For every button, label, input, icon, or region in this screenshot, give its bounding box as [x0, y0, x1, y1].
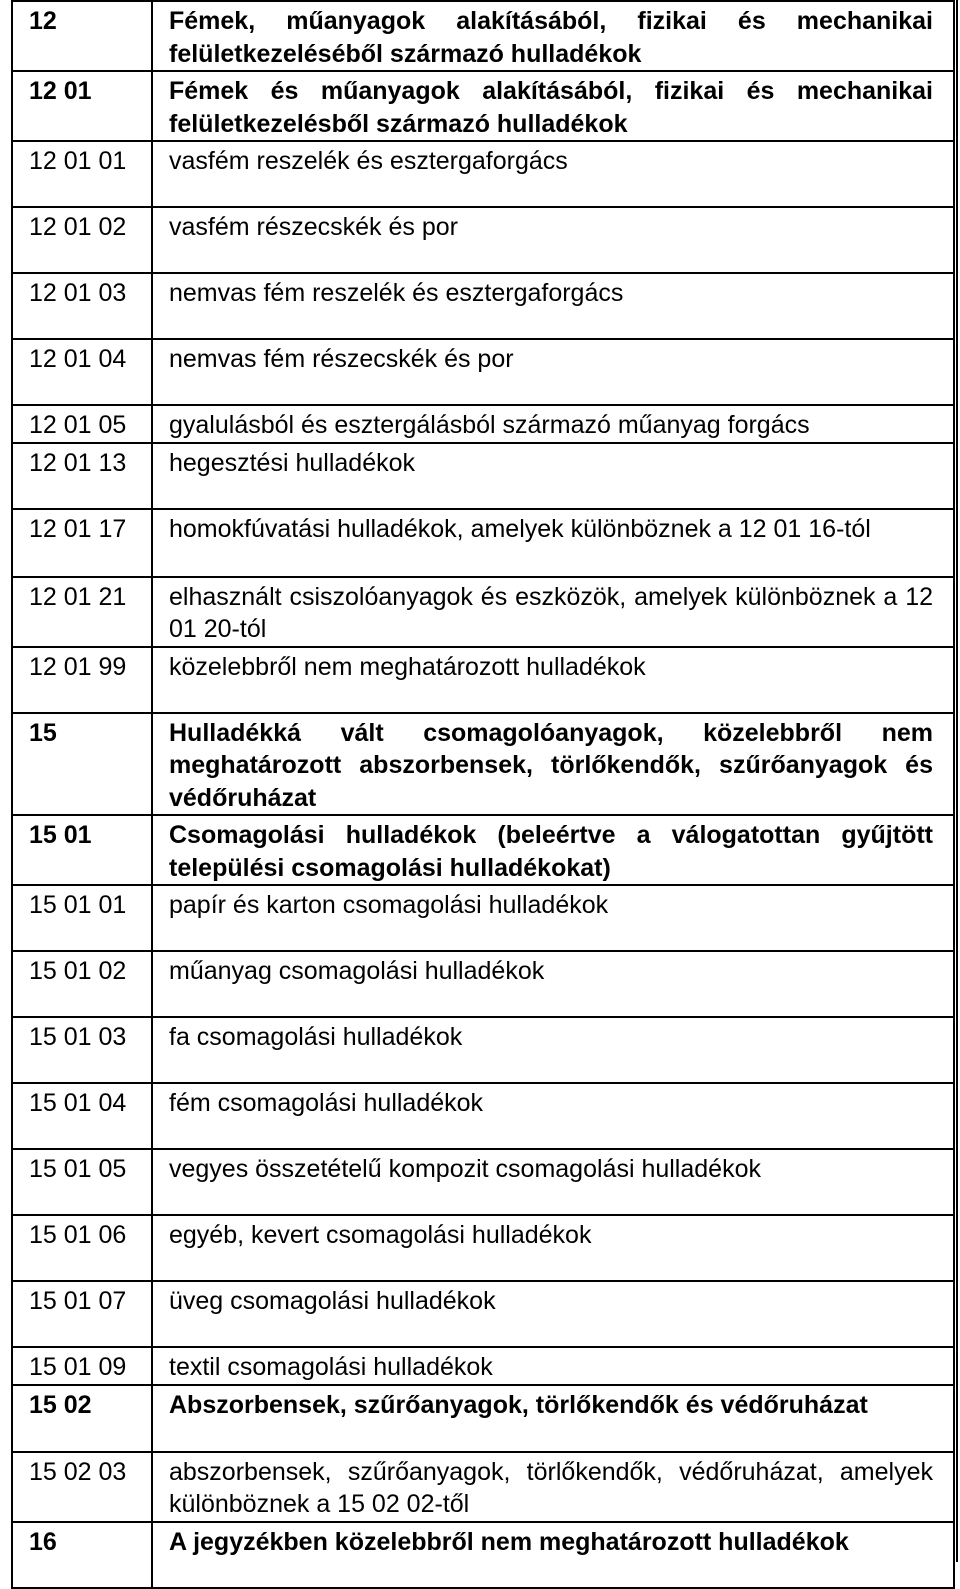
waste-code: 15 [12, 713, 152, 816]
waste-description: Csomagolási hulladékok (beleértve a válogatottan gyűjtött települési csomagolási hulladékokat) [152, 815, 954, 885]
table-row [12, 273, 954, 339]
table-row [12, 951, 954, 1017]
waste-code: 12 01 02 [12, 207, 152, 273]
waste-code: 12 01 99 [12, 647, 152, 713]
waste-description: műanyag csomagolási hulladékok [152, 951, 954, 1017]
waste-code: 12 01 03 [12, 273, 152, 339]
waste-description: papír és karton csomagolási hulladékok [152, 885, 954, 951]
waste-code: 15 01 04 [12, 1083, 152, 1149]
waste-description: vegyes összetételű kompozit csomagolási hulladékok [152, 1149, 954, 1215]
table-row [12, 1347, 954, 1385]
waste-description: üveg csomagolási hulladékok [152, 1281, 954, 1347]
waste-code: 12 01 17 [12, 509, 152, 577]
waste-description: abszorbensek, szűrőanyagok, törlőkendők, védőruházat, amelyek különböznek a 15 02 02-től [152, 1452, 954, 1522]
table-row [12, 443, 954, 509]
table-row [12, 1385, 954, 1452]
table-row [12, 71, 954, 141]
waste-description: fa csomagolási hulladékok [152, 1017, 954, 1083]
waste-description: hegesztési hulladékok [152, 443, 954, 509]
table-row [12, 885, 954, 951]
waste-code: 15 01 [12, 815, 152, 885]
waste-code: 12 01 05 [12, 405, 152, 443]
waste-description: Fémek és műanyagok alakításából, fizikai és mechanikai felületkezelésből származó hulladékok [152, 71, 954, 141]
waste-code: 16 [12, 1522, 152, 1588]
waste-code-table [11, 0, 955, 1589]
table-row [12, 577, 954, 647]
table-row [12, 713, 954, 816]
waste-code: 15 02 [12, 1385, 152, 1452]
table-row [12, 509, 954, 577]
waste-description: vasfém reszelék és esztergaforgács [152, 141, 954, 207]
waste-description: nemvas fém reszelék és esztergaforgács [152, 273, 954, 339]
waste-code: 15 01 02 [12, 951, 152, 1017]
waste-description: homokfúvatási hulladékok, amelyek különböznek a 12 01 16-tól [152, 509, 954, 577]
table-row [12, 1281, 954, 1347]
waste-code: 15 01 06 [12, 1215, 152, 1281]
table-row [12, 141, 954, 207]
waste-code: 12 [12, 1, 152, 71]
waste-code: 12 01 04 [12, 339, 152, 405]
waste-description: közelebbről nem meghatározott hulladékok [152, 647, 954, 713]
table-row [12, 1149, 954, 1215]
waste-description: textil csomagolási hulladékok [152, 1347, 954, 1385]
table-row [12, 1083, 954, 1149]
table-row [12, 647, 954, 713]
table-row [12, 1522, 954, 1588]
waste-description: nemvas fém részecskék és por [152, 339, 954, 405]
waste-description: vasfém részecskék és por [152, 207, 954, 273]
table-row [12, 207, 954, 273]
waste-code: 15 01 07 [12, 1281, 152, 1347]
table-row [12, 1452, 954, 1522]
waste-description: Hulladékká vált csomagolóanyagok, közelebbről nem meghatározott abszorbensek, törlőkendők, szűrőanyagok és védőruházat [152, 713, 954, 816]
waste-description: Abszorbensek, szűrőanyagok, törlőkendők és védőruházat [152, 1385, 954, 1452]
table-row [12, 1, 954, 71]
waste-description: fém csomagolási hulladékok [152, 1083, 954, 1149]
waste-code: 15 01 03 [12, 1017, 152, 1083]
waste-description: Fémek, műanyagok alakításából, fizikai és mechanikai felületkezeléséből származó hulladékok [152, 1, 954, 71]
waste-code: 15 01 09 [12, 1347, 152, 1385]
table-row [12, 815, 954, 885]
table-row [12, 1017, 954, 1083]
waste-description: elhasznált csiszolóanyagok és eszközök, amelyek különböznek a 12 01 20-tól [152, 577, 954, 647]
waste-code: 15 01 05 [12, 1149, 152, 1215]
table-row [12, 339, 954, 405]
waste-code: 12 01 21 [12, 577, 152, 647]
table-row [12, 405, 954, 443]
waste-code: 12 01 13 [12, 443, 152, 509]
waste-code: 12 01 [12, 71, 152, 141]
waste-code: 15 02 03 [12, 1452, 152, 1522]
page-edge-rule [956, 0, 958, 1562]
waste-code: 12 01 01 [12, 141, 152, 207]
waste-description: egyéb, kevert csomagolási hulladékok [152, 1215, 954, 1281]
waste-code: 15 01 01 [12, 885, 152, 951]
waste-description: A jegyzékben közelebbről nem meghatározott hulladékok [152, 1522, 954, 1588]
table-row [12, 1215, 954, 1281]
waste-description: gyalulásból és esztergálásból származó műanyag forgács [152, 405, 954, 443]
